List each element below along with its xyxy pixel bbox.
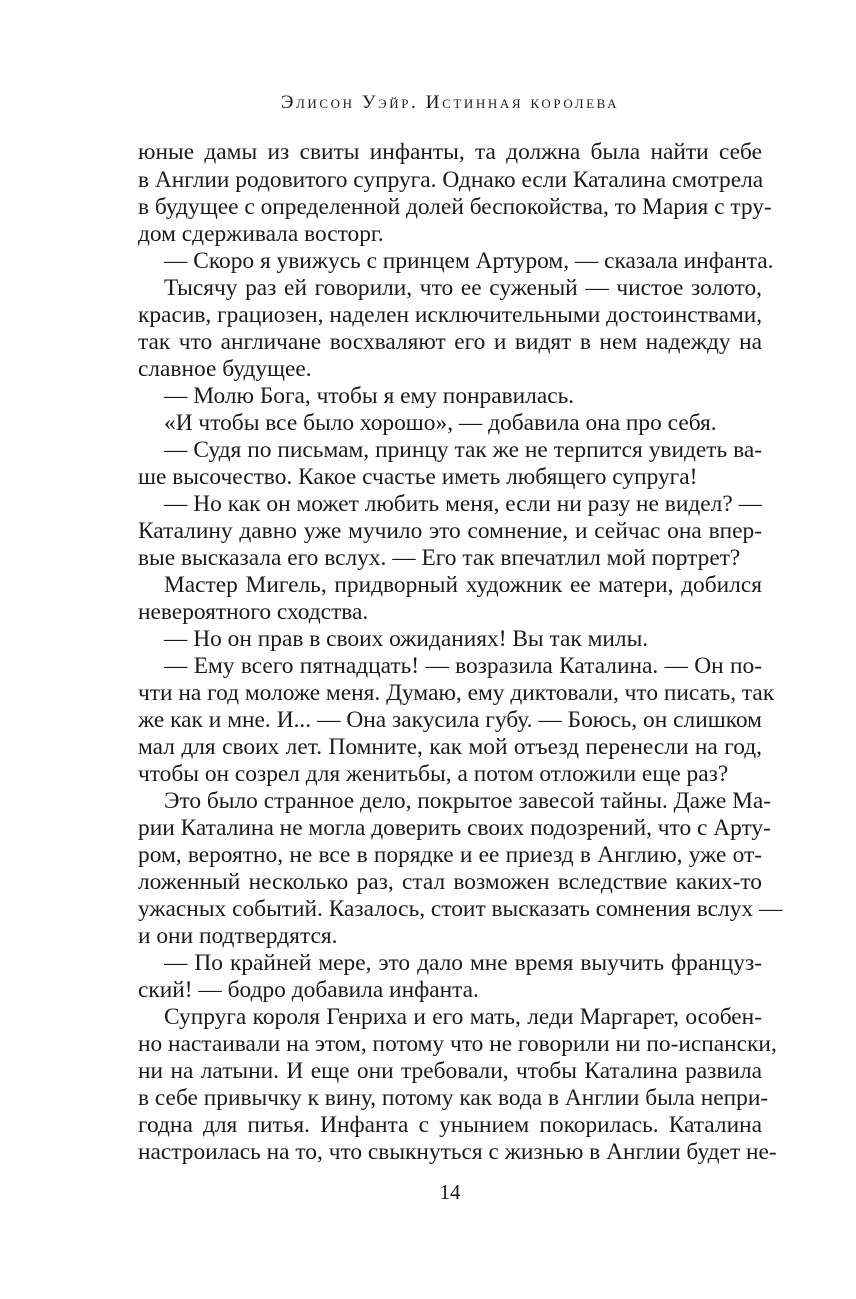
text-line: же как и мне. И... — Она закусила губу. — Боюсь, он слишком	[138, 707, 762, 733]
text-line: в будущее с определенной долей беспокойства, то Мария с тру-	[138, 194, 772, 220]
text-line: Это было странное дело, покрытое завесой тайны. Даже Ма-	[164, 788, 772, 814]
text-line: красив, грациозен, наделен исключительными достоинствами,	[138, 302, 763, 328]
text-line: ром, вероятно, не все в порядке и ее приезд в Англию, уже от-	[138, 842, 762, 868]
text-line: годна для питья. Инфанта с унынием покорилась. Каталина	[138, 1112, 762, 1138]
text-line: ужасных событий. Казалось, стоит высказать сомнения вслух —	[138, 896, 783, 922]
text-line: невероятного сходства.	[138, 599, 369, 625]
text-line: дом сдерживала восторг.	[138, 221, 384, 247]
text-line: вые высказала его вслух. — Его так впечатлил мой портрет?	[138, 545, 741, 571]
text-line: юные дамы из свиты инфанты, та должна была найти себе	[138, 139, 762, 165]
text-line: — Ему всего пятнадцать! — возразила Каталина. — Он по-	[164, 653, 762, 679]
text-line: — Но он прав в своих ожиданиях! Вы так милы.	[164, 626, 649, 652]
text-line: Мастер Мигель, придворный художник ее матери, добился	[164, 572, 762, 598]
text-line: — Судя по письмам, принцу так же не терпится увидеть ва-	[164, 437, 762, 463]
text-line: Каталину давно уже мучило это сомнение, и сейчас она впер-	[138, 518, 762, 544]
text-line: ше высочество. Какое счастье иметь любящего супруга!	[138, 464, 698, 490]
text-line: ский! — бодро добавила инфанта.	[138, 977, 479, 1003]
text-line: — Скоро я увижусь с принцем Артуром, — сказала инфанта.	[164, 248, 774, 274]
page-number: 14	[439, 1180, 461, 1204]
text-line: чтобы он созрел для женитьбы, а потом отложили еще раз?	[138, 761, 729, 787]
text-line: — По крайней мере, это дало мне время выучить француз-	[164, 950, 762, 976]
text-line: но настаивали на этом, потому что не говорили ни по-испански,	[138, 1031, 777, 1057]
text-line: в Англии родовитого супруга. Однако если Каталина смотрела	[138, 167, 764, 193]
text-line: ложенный несколько раз, стал возможен вследствие каких-то	[138, 869, 762, 895]
text-line: — Но как он может любить меня, если ни разу не видел? —	[164, 491, 762, 517]
text-line: чти на год моложе меня. Думаю, ему диктовали, что писать, так	[138, 680, 775, 706]
text-line: рии Каталина не могла доверить своих подозрений, что с Арту-	[138, 815, 771, 841]
text-line: ни на латыни. И еще они требовали, чтобы Каталина развила	[138, 1058, 762, 1084]
text-line: настроилась на то, что свыкнуться с жизнью в Англии будет не-	[138, 1139, 777, 1165]
text-line: и они подтвердятся.	[138, 923, 338, 949]
text-line: славное будущее.	[138, 356, 312, 382]
text-line: Супруга короля Генриха и его мать, леди Маргарет, особен-	[164, 1004, 762, 1030]
text-line: в себе привычку к вину, потому как вода в Англии была непри-	[138, 1085, 769, 1111]
text-line: — Молю Бога, чтобы я ему понравилась.	[164, 383, 575, 409]
text-line: так что англичане восхваляют его и видят в нем надежду на	[138, 329, 762, 355]
text-line: «И чтобы все было хорошо», — добавила она про себя.	[164, 410, 717, 436]
running-title: Элисон Уэйр. Истинная королева	[280, 92, 620, 113]
text-line: Тысячу раз ей говорили, что ее суженый — чистое золото,	[164, 275, 762, 301]
text-line: мал для своих лет. Помните, как мой отъезд перенесли на год,	[138, 734, 762, 760]
